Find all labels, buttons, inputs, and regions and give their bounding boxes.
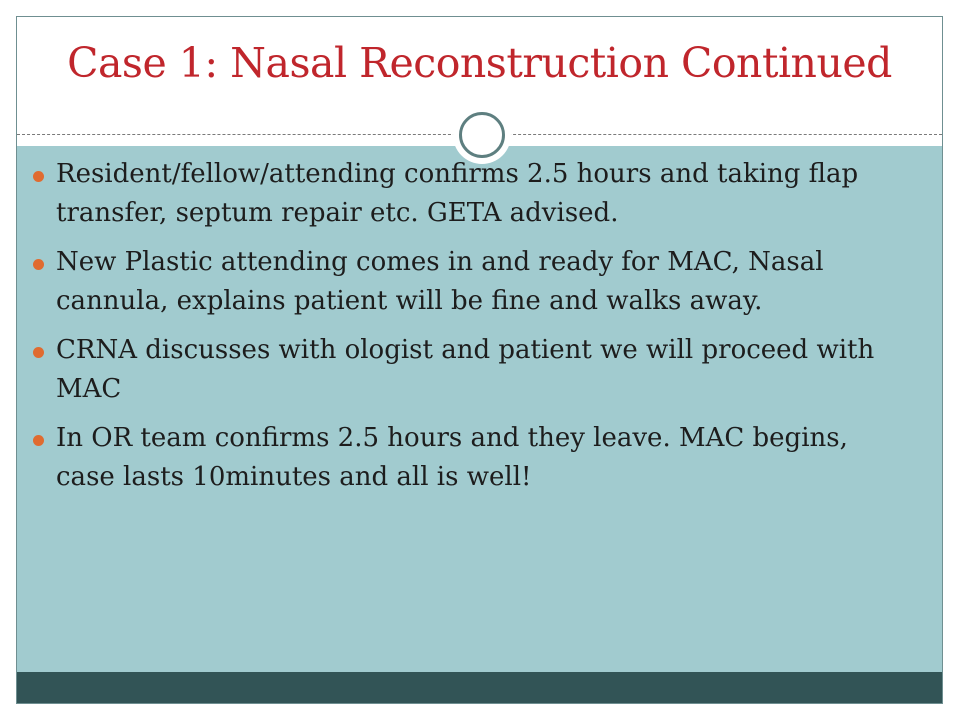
circle-ring-icon: [459, 112, 505, 158]
bullet-item: [32, 243, 892, 321]
bullet-item: [32, 419, 892, 497]
bullet-item: [32, 155, 892, 233]
bullet-text: Resident/fellow/attending confirms 2.5 hours and taking flap transfer, septum repair etc. GETA advised.: [56, 159, 859, 228]
bullet-dot-icon: [33, 347, 44, 358]
bullet-list: [32, 155, 892, 507]
bullet-dot-icon: [33, 171, 44, 182]
footer-bar: [17, 672, 942, 704]
bullet-text: In OR team confirms 2.5 hours and they leave. MAC begins, case lasts 10minutes and all is well!: [56, 423, 848, 492]
bullet-text: CRNA discusses with ologist and patient we will proceed with MAC: [56, 335, 875, 404]
bullet-text: New Plastic attending comes in and ready for MAC, Nasal cannula, explains patient will be fine and walks away.: [56, 247, 824, 316]
bullet-dot-icon: [33, 435, 44, 446]
bullet-dot-icon: [33, 259, 44, 270]
bullet-item: [32, 331, 892, 409]
slide-title: Case 1: Nasal Reconstruction Continued: [67, 39, 892, 87]
